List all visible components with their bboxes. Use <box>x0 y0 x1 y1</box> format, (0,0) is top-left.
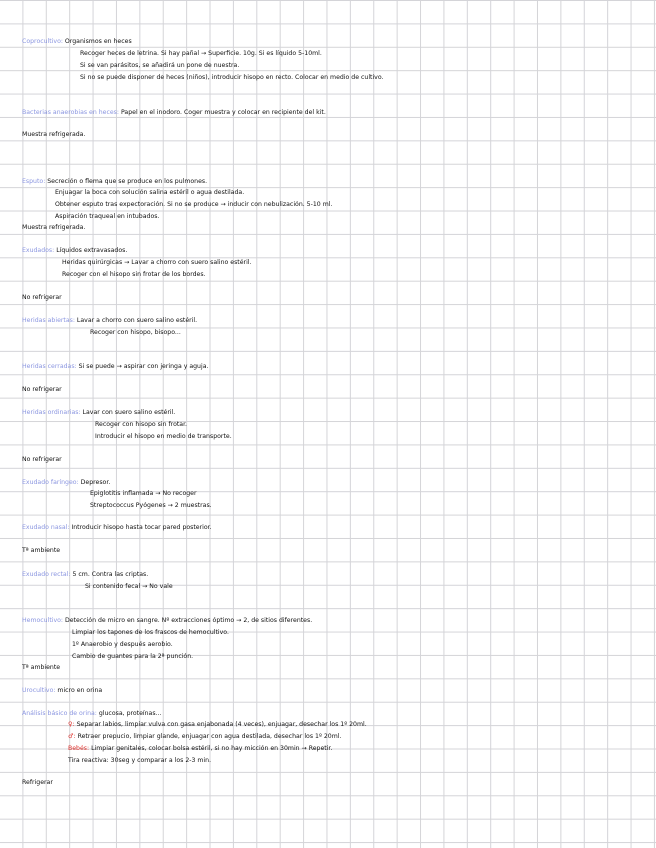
esputo-line-1: Secreción o flema que se produce en los pulmones. <box>47 178 208 185</box>
male-text: Retraer prepucio, limpiar glande, enjuagar con agua destilada, desechar los 1º 20ml. <box>77 733 342 740</box>
heridas-ordinarias-line-3: Introducir el hisopo en medio de transporte. <box>95 433 232 440</box>
nasal-row <box>22 523 212 532</box>
urocultivo-row <box>22 686 102 695</box>
exudados-storage: No refrigerar <box>22 294 62 301</box>
exudados-line-2: Heridas quirúrgicas → Lavar a chorro con suero salino estéril. <box>62 259 252 266</box>
heridas-cerradas-line-1: Si se puede → aspirar con jeringa y aguja. <box>78 363 209 370</box>
heading-coprocultivo: Coprocultivo: <box>22 38 63 45</box>
rectal-line-2: Si contenido fecal → No vale <box>85 583 173 590</box>
orina-tira-row: Tira reactiva: 30seg y comparar a los 2-3 min. <box>68 757 212 764</box>
esputo-storage: Muestra refrigerada. <box>22 224 86 231</box>
heading-exudados: Exudados: <box>22 247 55 254</box>
hemocultivo-line-2: Limpiar los tapones de los frascos de hemocultivo. <box>72 629 229 636</box>
heridas-abiertas-line-2: Recoger con hisopo, bisopo... <box>90 329 181 336</box>
orina-storage: Refrigerar <box>22 779 53 786</box>
esputo-line-3: Obtener esputo tras expectoración. Si no se produce → inducir con nebulización. 5-10 ml. <box>55 201 333 208</box>
orina-male-row <box>68 732 341 741</box>
male-label: ♂: <box>68 733 76 740</box>
bacterias-storage: Muestra refrigerada. <box>22 131 86 138</box>
rectal-line-1: 5 cm. Contra las criptas. <box>72 571 149 578</box>
heading-bacterias: Bacterias anaerobias en heces: <box>22 109 119 116</box>
bacterias-row <box>22 108 326 117</box>
hemocultivo-line-4: Cambio de guantes para la 2ª punción. <box>72 653 194 660</box>
esputo-line-2: Enjuagar la boca con solución salina estéril o agua destilada. <box>55 189 245 196</box>
rectal-row <box>22 570 148 579</box>
coprocultivo-row <box>22 37 132 46</box>
coprocultivo-line-3: Si se van parásitos, se añadirá un pone de nuestra. <box>80 62 240 69</box>
heading-faringeo: Exudado faríngeo: <box>22 479 79 486</box>
exudados-line-3: Recoger con el hisopo sin frotar de los bordes. <box>62 271 206 278</box>
faringeo-line-2: Epiglotitis inflamada → No recoger <box>90 490 197 497</box>
orina-row <box>22 709 161 718</box>
nasal-line-1: Introducir hisopo hasta tocar pared posterior. <box>71 524 212 531</box>
urocultivo-line-1: micro en orina <box>57 687 103 694</box>
faringeo-line-3: Streptococcus Pyógenes → 2 muestras. <box>90 502 212 509</box>
hemocultivo-line-3: 1º Anaerobio y después aerobio. <box>72 641 173 648</box>
heading-heridas-abiertas: Heridas abiertas: <box>22 317 75 324</box>
bacterias-line-1: Papel en el inodoro. Coger muestra y colocar en recipiente del kit. <box>120 109 326 116</box>
orina-female-row <box>68 720 367 729</box>
orina-babies-row <box>68 744 332 753</box>
heading-hemocultivo: Hemocultivo: <box>22 617 63 624</box>
faringeo-row <box>22 478 110 487</box>
esputo-row <box>22 177 207 186</box>
nasal-storage: Tª ambiente <box>22 547 61 554</box>
heridas-ordinarias-line-2: Recoger con hisopo sin frotar. <box>95 421 188 428</box>
female-text: Separar labios, limpiar vulva con gasa enjabonada (4 veces), enjuagar, desechar los 1º 20ml. <box>76 721 367 728</box>
esputo-line-4: Aspiración traqueal en intubados. <box>55 213 160 220</box>
heading-urocultivo: Urocultivo: <box>22 687 56 694</box>
exudados-row <box>22 246 127 255</box>
heridas-abiertas-line-1: Lavar a chorro con suero salino estéril. <box>76 317 198 324</box>
heridas-ordinarias-storage: No refrigerar <box>22 456 62 463</box>
exudados-line-1: Líquidos extravasados. <box>56 247 128 254</box>
hemocultivo-row <box>22 616 312 625</box>
coprocultivo-line-1: Organismos en heces <box>64 38 132 45</box>
faringeo-line-1: Depresor. <box>80 479 111 486</box>
hemocultivo-line-1: Detección de micro en sangre. Nº extracciones óptimo → 2, de sitios diferentes. <box>64 617 313 624</box>
female-label: ♀: <box>68 721 75 728</box>
hemocultivo-storage: Tª ambiente <box>22 664 61 671</box>
babies-text: Limpiar genitales, colocar bolsa estéril, si no hay micción en 30min → Repetir. <box>91 745 333 752</box>
heading-rectal: Exudado rectal: <box>22 571 71 578</box>
heridas-ordinarias-line-1: Lavar con suero salino estéril. <box>82 409 176 416</box>
orina-line-1: glucosa, proteínas... <box>98 710 162 717</box>
heridas-cerradas-row <box>22 362 208 371</box>
heridas-abiertas-row <box>22 316 197 325</box>
heridas-cerradas-storage: No refrigerar <box>22 386 62 393</box>
heading-esputo: Esputo: <box>22 178 46 185</box>
heridas-ordinarias-row <box>22 408 175 417</box>
heading-nasal: Exudado nasal: <box>22 524 70 531</box>
heading-heridas-cerradas: Heridas cerradas: <box>22 363 77 370</box>
heading-orina: Análisis básico de orina: <box>22 710 97 717</box>
coprocultivo-line-4: Si no se puede disponer de heces (niños), introducir hisopo en recto. Colocar en medio de cultivo. <box>80 74 384 81</box>
heading-heridas-ordinarias: Heridas ordinarias: <box>22 409 81 416</box>
babies-label: Bebés: <box>68 745 90 752</box>
coprocultivo-line-2: Recoger heces de letrina. Si hay pañal → Superficie. 10g. Si es líquido 5-10ml. <box>80 50 322 57</box>
